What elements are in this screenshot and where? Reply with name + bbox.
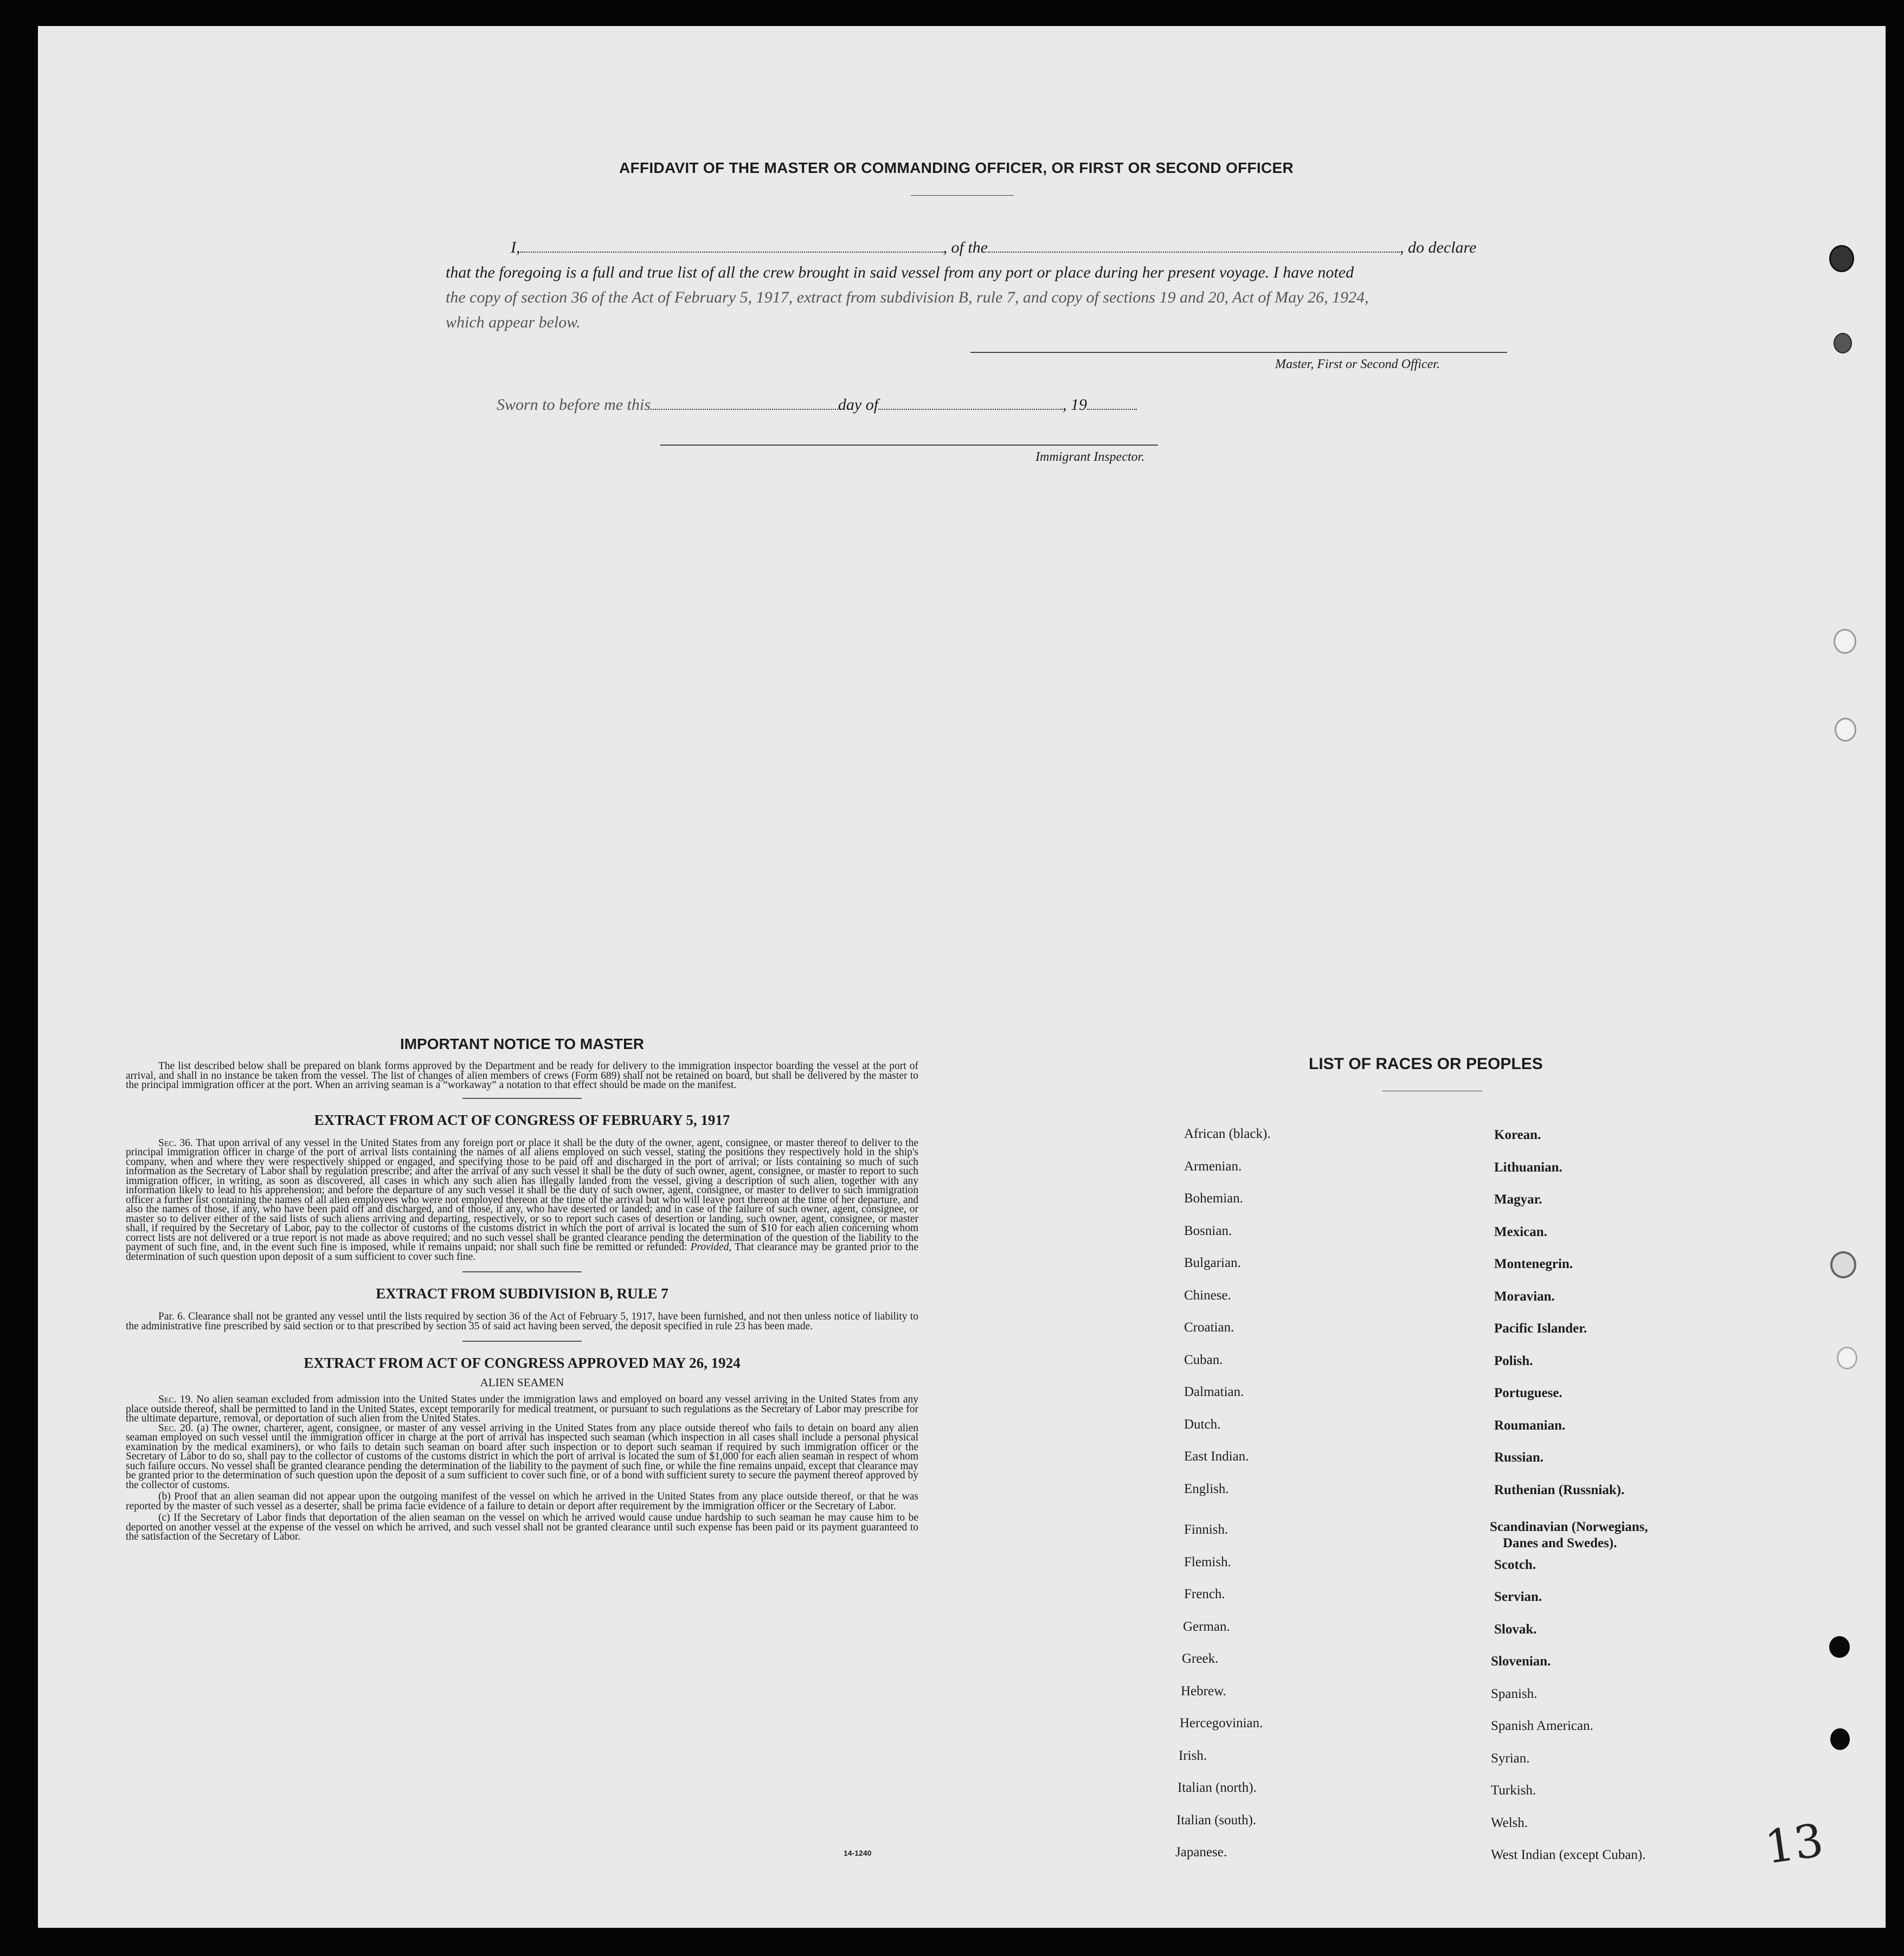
race-item: German.: [1183, 1619, 1230, 1634]
declarant-name-field[interactable]: [520, 237, 943, 253]
race-item: Scotch.: [1494, 1557, 1536, 1572]
extract-rule7-body: Par. 6. Clearance shall not be granted any vessel until the lists required by section 36 of the Act of February 5, 1917, have been furnished, and not then unless notice of liability to the administrative fine prescribed by said section or to that prescribed by section 35 of said act having been served, the deposit specified in rule 23 has been made.: [126, 1311, 918, 1332]
race-item: Italian (south).: [1176, 1812, 1257, 1828]
sworn-month-field[interactable]: [878, 394, 1063, 410]
race-item: Russian.: [1494, 1450, 1544, 1465]
section-divider: [462, 1271, 582, 1272]
race-item: East Indian.: [1184, 1449, 1249, 1464]
sec-20c-body: (c) If the Secretary of Labor finds that deportation of the alien seaman on the vessel on which he arrived would cause undue hardship to such seaman he may cause him to be deported on another vessel at the expense of the vessel on which he arrived, and such vessel shall not be granted clearance until such expense has been paid or its payment guaranteed to the satisfaction of the Secretary of Labor.: [126, 1512, 918, 1542]
sworn-line: [497, 393, 1137, 417]
extract-1924-title: EXTRACT FROM ACT OF CONGRESS APPROVED MAY 26, 1924: [304, 1355, 741, 1371]
race-item: Moravian.: [1494, 1289, 1555, 1304]
race-item: Roumanian.: [1494, 1418, 1566, 1433]
race-item: Lithuanian.: [1494, 1160, 1562, 1175]
sec-19-text: No alien seaman excluded from admission into the United States under the immigration laws and employed on board any vessel arriving in the United States from any place outside thereof, shall be permitted to land in the United States, except temporarily for medical treatment, or pursuant to such regulations as the Secretary of Labor may prescribe for the ultimate departure, removal, or deportation of such alien from the United States.: [126, 1394, 918, 1424]
handwritten-page-number: 13: [1761, 1813, 1827, 1874]
race-item: Bulgarian.: [1184, 1256, 1241, 1270]
race-item: Hercegovinian.: [1180, 1716, 1263, 1730]
extract-rule7-title: EXTRACT FROM SUBDIVISION B, RULE 7: [376, 1285, 668, 1302]
sworn-year-label: , 19: [1063, 396, 1088, 414]
binder-hole: [1829, 1636, 1850, 1658]
race-item: Hebrew.: [1181, 1683, 1226, 1698]
race-item: Danes and Swedes).: [1503, 1535, 1617, 1550]
race-item: Spanish American.: [1491, 1719, 1593, 1733]
race-item: Chinese.: [1184, 1288, 1231, 1303]
race-item: West Indian (except Cuban).: [1491, 1848, 1646, 1862]
extract-1924-subtitle: ALIEN SEAMEN: [480, 1376, 564, 1389]
race-item: Bosnian.: [1184, 1223, 1232, 1238]
sec-19-label: Sec. 19.: [158, 1394, 194, 1405]
race-item: Armenian.: [1184, 1159, 1242, 1174]
race-item: Cuban.: [1184, 1352, 1223, 1367]
binder-hole: [1829, 245, 1854, 272]
race-item: Scandinavian (Norwegians,: [1490, 1519, 1648, 1534]
legal-column: [126, 1035, 918, 1542]
sec-36-text: That upon arrival of any vessel in the United States from any foreign port or place it shall be the duty of the owner, agent, consignee, or master thereof to deliver to the principal immigration officer in charge of the port of arrival lists containing the names of all aliens employed on such vessel, stating the positions they respectively hold in the ship's company, when and where they were respectively shipped or engaged, and specifying those to be paid off and discharged in the port of arrival; or lists containing so much of such information as the Secretary of Labor shall by regulation prescribe; and after the arrival of any such vessel it shall be the duty of such owner, agent, consignee, or master to report to such immigration officer, in writing, as soon as discovered, all cases in which any such alien has illegally landed from the vessel, giving a description of such alien, together with any information likely to lead to his apprehension; and before the departure of any such vessel it shall be the duty of such owner, agent, consignee, or master to deliver to such immigration officer a further list containing the names of all alien employees who were not employed thereon at the time of the arrival but who will leave port thereon at the time of her departure, and also the names of those, if any, who have been paid off and discharged, and of those, if any, who have deserted or landed; and in case of the failure of such owner, agent, consignee, or master so to deliver either of the said lists of such aliens arriving and departing, respectively, or so to report such cases of desertion or landing, such owner, agent, consignee, or master shall, if required by the Secretary of Labor, pay to the collector of customs of the customs district in which the port of arrival is located the sum of $10 for each alien concerning whom correct lists are not delivered or a true report is not made as above required; and no such vessel shall be granted clearance pending the determination of the question of the liability to the payment of such fine, and, in the event such fine is imposed, while it remains unpaid; nor shall such fine be remitted or refunded:: [126, 1137, 918, 1253]
inspector-signature-line[interactable]: [660, 445, 1158, 446]
document-page: [38, 26, 1886, 1928]
race-item: Montenegrin.: [1494, 1257, 1573, 1271]
sec-36-text-end: That clearance may be granted prior to the determination of such question upon deposit of a sum sufficient to cover such fine.: [126, 1241, 919, 1263]
declaration-i-label: I,: [511, 239, 520, 256]
race-item: Syrian.: [1491, 1751, 1530, 1766]
extract-1917-body: [126, 1138, 918, 1262]
race-item: Dutch.: [1184, 1417, 1221, 1432]
race-item: Slovak.: [1494, 1622, 1537, 1637]
declaration-line-2: that the foregoing is a full and true list of all the crew brought in said vessel from any port or place during her present voyage. I have noted: [446, 263, 1354, 281]
vessel-name-field[interactable]: [988, 237, 1400, 253]
declaration-line-1: [446, 235, 1508, 260]
race-item: Italian (north).: [1178, 1780, 1257, 1795]
race-item: French.: [1184, 1587, 1225, 1601]
race-item: Magyar.: [1494, 1192, 1542, 1207]
race-item: English.: [1184, 1481, 1229, 1496]
race-item: Servian.: [1494, 1590, 1542, 1604]
race-item: Japanese.: [1175, 1845, 1227, 1860]
declaration-line-4: which appear below.: [446, 313, 581, 331]
declaration-block: [446, 235, 1508, 335]
sworn-year-field[interactable]: [1087, 394, 1137, 410]
affidavit-title: AFFIDAVIT OF THE MASTER OR COMMANDING OFFICER, OR FIRST OR SECOND OFFICER: [619, 159, 1294, 176]
sec-20-label: Sec. 20.: [158, 1422, 194, 1434]
affidavit-title-rule: [911, 195, 1014, 196]
sworn-prefix: Sworn to before me this: [497, 396, 651, 414]
race-item: Ruthenian (Russniak).: [1494, 1482, 1625, 1497]
race-item: Welsh.: [1491, 1815, 1528, 1830]
binder-hole: [1835, 718, 1856, 742]
sworn-day-of-label: day of: [838, 396, 879, 414]
notice-body: The list described below shall be prepared on blank forms approved by the Department and be ready for delivery to the immigration inspector boarding the vessel at the port of arrival, and shall in no instance be taken from the vessel. The list of changes of alien members of crews (Form 689) shall not be retained on board, but shall be delivered by the master to the principal immigration officer at the port. When an arriving seaman is a “workaway” a notation to that effect should be made on the manifest.: [126, 1060, 918, 1091]
race-item: Mexican.: [1494, 1224, 1547, 1239]
race-item: Korean.: [1494, 1128, 1541, 1142]
race-item: Dalmatian.: [1184, 1385, 1244, 1399]
race-item: Portuguese.: [1494, 1386, 1562, 1400]
sec-20b-body: (b) Proof that an alien seaman did not appear upon the outgoing manifest of the vessel on which he arrived in the United States from any place outside thereof, or that he was reported by the master of such vessel as a deserter, shall be prima facie evidence of a failure to detain or deport after requirement by the immigration officer or the Secretary of Labor.: [126, 1491, 918, 1512]
signature-label: Master, First or Second Officer.: [1275, 357, 1440, 371]
race-item: Bohemian.: [1184, 1191, 1244, 1206]
section-divider: [462, 1341, 582, 1342]
signature-line[interactable]: [970, 352, 1507, 353]
binder-hole: [1830, 1251, 1856, 1278]
declaration-of-the-label: , of the: [943, 239, 988, 256]
binder-hole: [1837, 1347, 1857, 1369]
form-number: 14-1240: [844, 1849, 872, 1857]
extract-1917-title: EXTRACT FROM ACT OF CONGRESS OF FEBRUARY 5, 1917: [314, 1111, 730, 1128]
sec-36-label: Sec. 36.: [158, 1137, 193, 1149]
race-item: Greek.: [1182, 1651, 1219, 1666]
sec-20a-text: (a) The owner, charterer, agent, consignee, or master of any vessel arriving in the United States from any place outside thereof who fails to detain on board any alien seaman employed on such vessel until the immigration officer in charge at the port of arrival has inspected such seaman (which inspection in all cases shall include a personal physical examination by the medical examiners), or who fails to detain such seaman on board after such inspection or to deport such seaman if required by such immigration officer or the Secretary of Labor to do so, shall pay to the collector of customs of the customs district in which the port of arrival is located the sum of $1,000 for each alien seaman in respect of whom such failure occurs. No vessel shall be granted clearance pending the determination of the liability to the payment of such fine, or while the fine remains unpaid, except that clearance may be granted prior to the determination of such question upon the deposit of a sum sufficient to cover such fine, or of a bond with sufficient surety to secure the payment thereof approved by the collector of customs.: [126, 1422, 919, 1491]
declaration-declare-label: , do declare: [1400, 239, 1477, 256]
sworn-day-field[interactable]: [651, 394, 838, 410]
provided-label: Provided,: [690, 1241, 732, 1253]
race-item: Finnish.: [1184, 1522, 1228, 1537]
race-item: Turkish.: [1491, 1783, 1536, 1798]
races-title: LIST OF RACES OR PEOPLES: [1309, 1055, 1543, 1073]
race-item: Croatian.: [1184, 1320, 1234, 1335]
race-item: African (black).: [1184, 1127, 1271, 1141]
race-item: Pacific Islander.: [1494, 1321, 1587, 1336]
race-item: Flemish.: [1184, 1554, 1231, 1569]
notice-title: IMPORTANT NOTICE TO MASTER: [400, 1035, 645, 1052]
race-item: Spanish.: [1491, 1686, 1538, 1701]
inspector-label: Immigrant Inspector.: [1035, 450, 1145, 464]
binder-hole: [1834, 333, 1852, 353]
declaration-line-3: the copy of section 36 of the Act of February 5, 1917, extract from subdivision B, rule 7, and copy of sections 19 and 20, Act of May 26, 1924,: [446, 288, 1369, 306]
sec-19-body: [126, 1395, 918, 1424]
race-item: Polish.: [1494, 1353, 1533, 1368]
sec-20a-body: [126, 1424, 918, 1490]
binder-hole: [1834, 629, 1856, 654]
race-item: Slovenian.: [1491, 1654, 1551, 1669]
section-divider: [462, 1098, 582, 1099]
binder-hole: [1830, 1728, 1850, 1750]
race-item: Irish.: [1179, 1748, 1207, 1763]
